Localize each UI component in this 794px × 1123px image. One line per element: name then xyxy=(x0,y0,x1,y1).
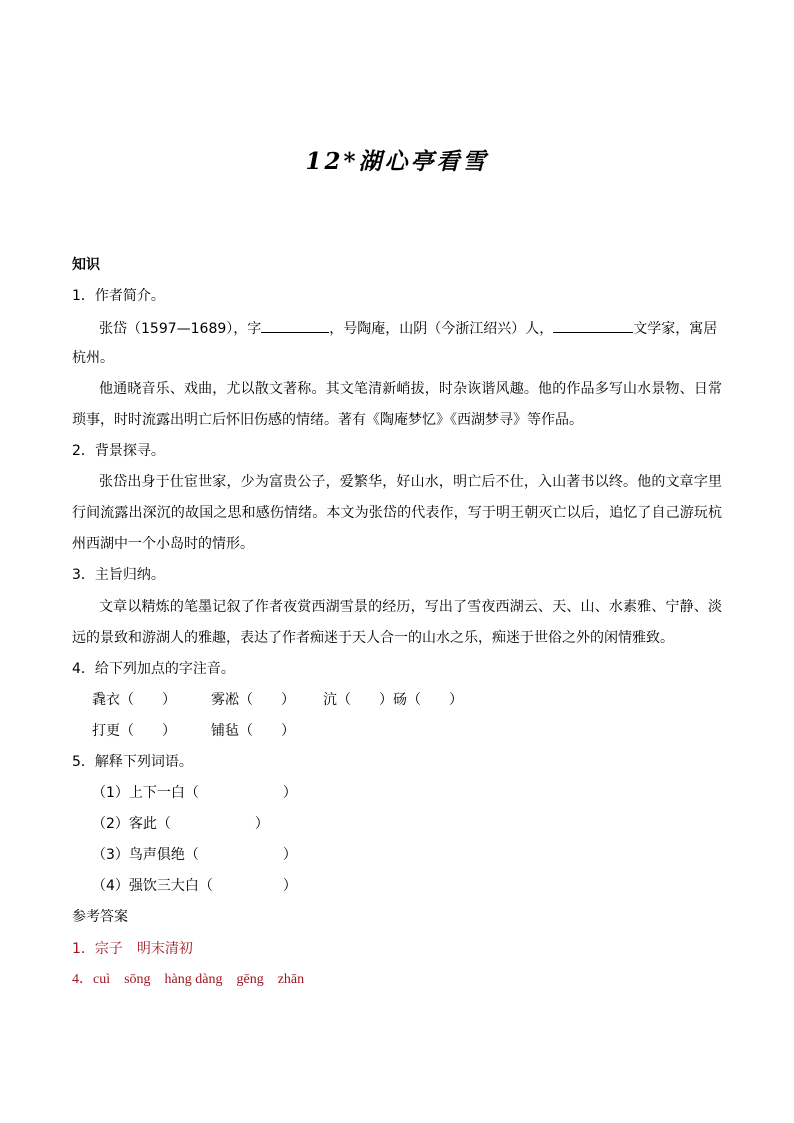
q1-paragraph-line-2: 杭州。 xyxy=(72,350,114,366)
q3-paragraph-line-1: 文章以精炼的笔墨记叙了作者夜赏西湖雪景的经历，写出了雪夜西湖云、天、山、水素雅、宁静、淡 xyxy=(99,599,722,615)
q3-paragraph-line-2: 远的景致和游湖人的雅趣，表达了作者痴迷于天人合一的山水之乐，痴迷于世俗之外的闲情雅致。 xyxy=(72,630,674,646)
q4-item: 毳衣（ ） xyxy=(92,692,176,708)
q4-item: 打更（ ） xyxy=(92,723,176,739)
q4-item: 铺毡（ ） xyxy=(211,723,295,739)
q2-paragraph-line-3: 州西湖中一个小岛时的情形。 xyxy=(72,536,254,552)
q2-heading: 2．背景探寻。 xyxy=(72,443,165,459)
q4-heading: 4．给下列加点的字注音。 xyxy=(72,661,235,677)
q5-heading: 5．解释下列词语。 xyxy=(72,754,193,770)
q5-item: （3）鸟声俱绝（ ） xyxy=(92,847,297,863)
section-label: 知识 xyxy=(72,257,100,273)
q1-paragraph-line-3: 他通晓音乐、戏曲，尤以散文著称。其文笔清新峭拔，时杂诙谐风趣。他的作品多写山水景物、日常 xyxy=(99,381,722,397)
q5-item: （4）强饮三大白（ ） xyxy=(92,878,297,894)
q4-item: 沆（ ）砀（ ） xyxy=(323,692,463,708)
q1-text-b: ，号陶庵，山阴（今浙江绍兴）人， xyxy=(329,321,554,337)
q1-text-c: 文学家，寓居 xyxy=(633,321,718,337)
q2-paragraph-line-2: 行间流露出深沉的故国之思和感伤情绪。本文为张岱的代表作，写于明王朝灭亡以后，追忆了自己游玩杭 xyxy=(72,505,722,521)
q4-item: 雾凇（ ） xyxy=(211,692,295,708)
q5-item: （2）客此（ ） xyxy=(92,816,269,832)
page-title: 12*湖心亭看雪 xyxy=(305,148,489,175)
q1-text-a: 张岱（1597—1689），字 xyxy=(99,321,262,337)
answers-heading: 参考答案 xyxy=(72,909,128,925)
q3-heading: 3．主旨归纳。 xyxy=(72,567,165,583)
answer-1: 1．宗子 明末清初 xyxy=(72,941,193,957)
fill-blank[interactable] xyxy=(261,318,329,333)
answer-4: 4．cuì sōng hàng dàng gēng zhān xyxy=(72,972,305,987)
q2-paragraph-line-1: 张岱出身于仕宦世家，少为富贵公子，爱繁华，好山水，明亡后不仕，入山著书以终。他的文章字里 xyxy=(99,474,722,490)
q1-paragraph-line-1 xyxy=(99,318,722,338)
fill-blank[interactable] xyxy=(553,318,633,333)
q1-paragraph-line-4: 琐事，时时流露出明亡后怀旧伤感的情绪。著有《陶庵梦忆》《西湖梦寻》等作品。 xyxy=(72,412,583,428)
q5-item: （1）上下一白（ ） xyxy=(92,785,297,801)
q1-heading: 1．作者简介。 xyxy=(72,288,165,304)
